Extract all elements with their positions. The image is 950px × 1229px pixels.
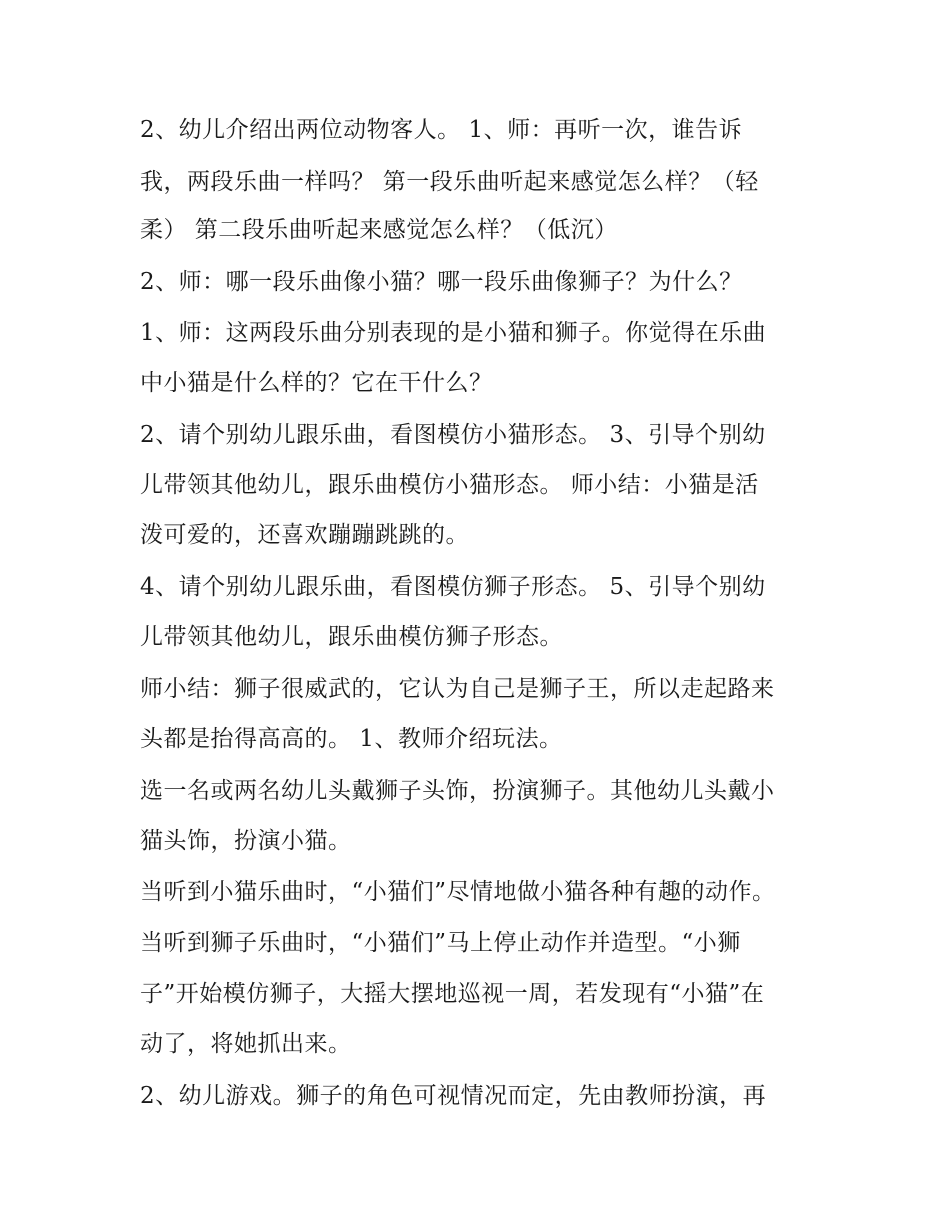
text-line-12: 师小结：狮子很威武的，它认为自己是狮子王，所以走起路来	[140, 676, 775, 702]
text-line-3: 柔） 第二段乐曲听起来感觉怎么样？（低沉）	[140, 217, 618, 243]
text-line-5: 1、师：这两段乐曲分别表现的是小猫和狮子。你觉得在乐曲	[140, 320, 767, 346]
text-line-10: 4、请个别幼儿跟乐曲，看图模仿狮子形态。 5、引导个别幼	[140, 574, 766, 600]
text-line-2: 我，两段乐曲一样吗？ 第一段乐曲听起来感觉怎么样？（轻	[140, 169, 759, 195]
text-line-9: 泼可爱的，还喜欢蹦蹦跳跳的。	[140, 522, 469, 548]
text-line-1: 2、幼儿介绍出两位动物客人。 1、师：再听一次，谁告诉	[140, 117, 743, 143]
text-line-19: 动了，将她抓出来。	[140, 1031, 352, 1057]
text-line-14: 选一名或两名幼儿头戴狮子头饰，扮演狮子。其他幼儿头戴小	[140, 778, 775, 804]
text-line-17: 当听到狮子乐曲时，“小猫们”马上停止动作并造型。“小狮	[140, 930, 741, 956]
text-line-11: 儿带领其他幼儿，跟乐曲模仿狮子形态。	[140, 624, 563, 650]
text-line-16: 当听到小猫乐曲时，“小猫们”尽情地做小猫各种有趣的动作。	[140, 879, 776, 905]
text-line-20: 2、幼儿游戏。狮子的角色可视情况而定，先由教师扮演，再	[140, 1083, 767, 1109]
text-line-6: 中小猫是什么样的？它在干什么？	[140, 370, 493, 396]
text-line-8: 儿带领其他幼儿，跟乐曲模仿小猫形态。 师小结：小猫是活	[140, 472, 759, 498]
text-line-13: 头都是抬得高高的。 1、教师介绍玩法。	[140, 726, 563, 752]
text-line-4: 2、师：哪一段乐曲像小猫？哪一段乐曲像狮子？为什么？	[140, 269, 743, 295]
text-line-18: 子”开始模仿狮子，大摇大摆地巡视一周，若发现有“小猫”在	[140, 981, 765, 1007]
text-line-7: 2、请个别幼儿跟乐曲，看图模仿小猫形态。 3、引导个别幼	[140, 422, 766, 448]
text-line-15: 猫头饰，扮演小猫。	[140, 828, 352, 854]
